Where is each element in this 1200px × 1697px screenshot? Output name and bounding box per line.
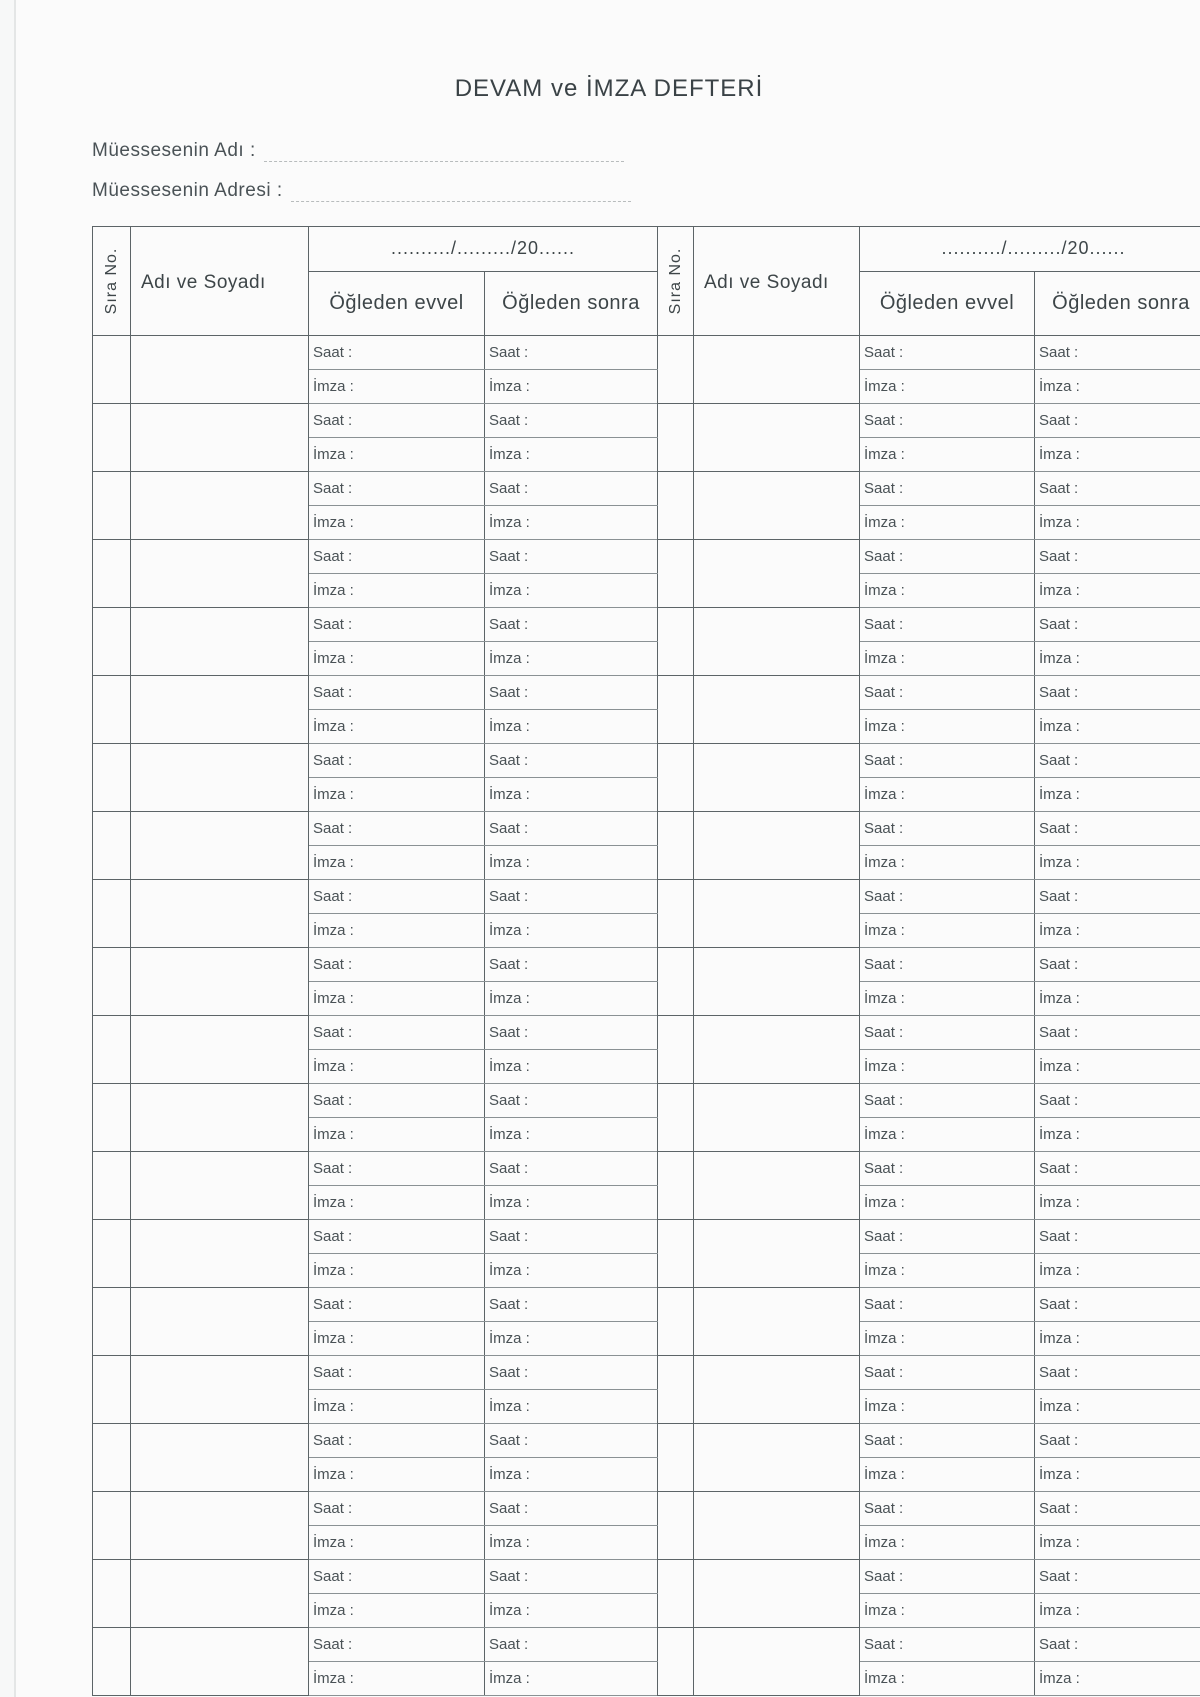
morning-time-cell[interactable]: Saat : <box>860 1220 1035 1254</box>
afternoon-signature-cell[interactable]: İmza : <box>485 574 658 608</box>
afternoon-signature-cell[interactable]: İmza : <box>1035 982 1200 1016</box>
afternoon-time-cell[interactable]: Saat : <box>1035 608 1200 642</box>
row-no-cell[interactable] <box>93 1084 131 1152</box>
row-no-cell[interactable] <box>93 472 131 540</box>
afternoon-time-cell[interactable]: Saat : <box>1035 1628 1200 1662</box>
table-row <box>93 1016 1200 1050</box>
row-no-cell[interactable] <box>658 1560 694 1628</box>
afternoon-signature-cell[interactable]: İmza : <box>485 1662 658 1696</box>
afternoon-signature-cell[interactable]: İmza : <box>485 1390 658 1424</box>
afternoon-header-right: Öğleden sonra <box>1035 271 1200 335</box>
row-no-cell[interactable] <box>658 1356 694 1424</box>
afternoon-signature-cell[interactable]: İmza : <box>1035 1186 1200 1220</box>
afternoon-time-cell[interactable]: Saat : <box>1035 1084 1200 1118</box>
name-cell[interactable] <box>131 1424 309 1492</box>
afternoon-signature-cell[interactable]: İmza : <box>1035 1662 1200 1696</box>
name-cell[interactable] <box>694 608 860 676</box>
afternoon-signature-cell[interactable]: İmza : <box>485 1186 658 1220</box>
morning-time-cell[interactable]: Saat : <box>860 1356 1035 1390</box>
table-row <box>93 404 1200 438</box>
table-row <box>93 1152 1200 1186</box>
page-title: DEVAM ve İMZA DEFTERİ <box>454 75 764 102</box>
afternoon-signature-cell[interactable]: İmza : <box>1035 370 1200 404</box>
morning-time-cell[interactable]: Saat : <box>309 812 485 846</box>
afternoon-signature-cell[interactable]: İmza : <box>1035 778 1200 812</box>
name-cell[interactable] <box>694 1016 860 1084</box>
institution-name-line <box>264 145 624 162</box>
morning-time-cell[interactable]: Saat : <box>309 1356 485 1390</box>
row-no-cell[interactable] <box>93 1152 131 1220</box>
morning-signature-cell[interactable]: İmza : <box>309 1458 485 1492</box>
morning-time-cell[interactable]: Saat : <box>309 1084 485 1118</box>
row-no-cell[interactable] <box>658 1084 694 1152</box>
morning-time-cell[interactable]: Saat : <box>309 404 485 438</box>
name-cell[interactable] <box>694 1084 860 1152</box>
afternoon-signature-cell[interactable]: İmza : <box>1035 574 1200 608</box>
afternoon-time-cell[interactable]: Saat : <box>485 608 658 642</box>
afternoon-signature-cell[interactable]: İmza : <box>1035 1526 1200 1560</box>
name-cell[interactable] <box>131 1492 309 1560</box>
table-row <box>93 540 1200 574</box>
name-cell[interactable] <box>694 1628 860 1696</box>
row-no-header-right <box>658 227 694 336</box>
afternoon-time-cell[interactable]: Saat : <box>1035 1220 1200 1254</box>
morning-time-cell[interactable]: Saat : <box>860 336 1035 370</box>
row-no-cell[interactable] <box>93 1560 131 1628</box>
morning-signature-cell[interactable]: İmza : <box>309 1050 485 1084</box>
morning-time-cell[interactable]: Saat : <box>309 676 485 710</box>
afternoon-signature-cell[interactable]: İmza : <box>1035 1390 1200 1424</box>
name-cell[interactable] <box>131 1628 309 1696</box>
morning-time-cell[interactable]: Saat : <box>860 744 1035 778</box>
morning-signature-cell[interactable]: İmza : <box>309 914 485 948</box>
afternoon-signature-cell[interactable]: İmza : <box>1035 1322 1200 1356</box>
morning-time-cell[interactable]: Saat : <box>860 1560 1035 1594</box>
row-no-cell[interactable] <box>658 1424 694 1492</box>
name-cell[interactable] <box>131 1288 309 1356</box>
afternoon-signature-cell[interactable]: İmza : <box>485 642 658 676</box>
table-row <box>93 1492 1200 1526</box>
morning-signature-cell[interactable]: İmza : <box>309 1186 485 1220</box>
afternoon-time-cell[interactable]: Saat : <box>485 336 658 370</box>
morning-time-cell[interactable]: Saat : <box>860 676 1035 710</box>
table-row <box>93 472 1200 506</box>
afternoon-signature-cell[interactable]: İmza : <box>485 370 658 404</box>
institution-address-field <box>92 180 631 202</box>
table-row <box>93 1288 1200 1322</box>
name-cell[interactable] <box>694 744 860 812</box>
name-cell[interactable] <box>131 880 309 948</box>
afternoon-time-cell[interactable]: Saat : <box>1035 1424 1200 1458</box>
row-no-cell[interactable] <box>93 540 131 608</box>
morning-signature-cell[interactable]: İmza : <box>309 1390 485 1424</box>
morning-signature-cell[interactable]: İmza : <box>860 438 1035 472</box>
afternoon-signature-cell[interactable]: İmza : <box>485 1118 658 1152</box>
name-cell[interactable] <box>694 676 860 744</box>
morning-signature-cell[interactable]: İmza : <box>860 574 1035 608</box>
name-cell[interactable] <box>131 608 309 676</box>
morning-time-cell[interactable]: Saat : <box>309 744 485 778</box>
afternoon-signature-cell[interactable]: İmza : <box>485 438 658 472</box>
table-row <box>93 608 1200 642</box>
row-no-cell[interactable] <box>93 744 131 812</box>
name-cell[interactable] <box>131 812 309 880</box>
table-row <box>93 744 1200 778</box>
row-no-header-label: Sıra No. <box>666 247 684 315</box>
morning-signature-cell[interactable]: İmza : <box>860 1118 1035 1152</box>
morning-signature-cell[interactable]: İmza : <box>860 1458 1035 1492</box>
name-cell[interactable] <box>694 540 860 608</box>
name-cell[interactable] <box>131 1220 309 1288</box>
morning-time-cell[interactable]: Saat : <box>309 1152 485 1186</box>
name-cell[interactable] <box>694 880 860 948</box>
morning-signature-cell[interactable]: İmza : <box>309 846 485 880</box>
name-cell[interactable] <box>694 1220 860 1288</box>
morning-time-cell[interactable]: Saat : <box>309 540 485 574</box>
morning-signature-cell[interactable]: İmza : <box>860 914 1035 948</box>
name-cell[interactable] <box>694 1152 860 1220</box>
morning-time-cell[interactable]: Saat : <box>860 608 1035 642</box>
morning-time-cell[interactable]: Saat : <box>860 1492 1035 1526</box>
date-header-left: ........../........./20...... <box>309 227 658 272</box>
morning-time-cell[interactable]: Saat : <box>309 608 485 642</box>
morning-signature-cell[interactable]: İmza : <box>309 1662 485 1696</box>
morning-signature-cell[interactable]: İmza : <box>309 642 485 676</box>
morning-signature-cell[interactable]: İmza : <box>860 1390 1035 1424</box>
afternoon-time-cell[interactable]: Saat : <box>485 1560 658 1594</box>
afternoon-time-cell[interactable]: Saat : <box>1035 812 1200 846</box>
name-cell[interactable] <box>694 1288 860 1356</box>
row-no-cell[interactable] <box>93 404 131 472</box>
morning-signature-cell[interactable]: İmza : <box>860 1594 1035 1628</box>
date-header-right: ........../........./20...... <box>860 227 1200 272</box>
row-no-cell[interactable] <box>658 744 694 812</box>
morning-signature-cell[interactable]: İmza : <box>860 846 1035 880</box>
row-no-cell[interactable] <box>93 1356 131 1424</box>
name-cell[interactable] <box>694 812 860 880</box>
afternoon-signature-cell[interactable]: İmza : <box>1035 710 1200 744</box>
afternoon-signature-cell[interactable]: İmza : <box>1035 506 1200 540</box>
name-cell[interactable] <box>694 1356 860 1424</box>
morning-time-cell[interactable]: Saat : <box>860 404 1035 438</box>
afternoon-time-cell[interactable]: Saat : <box>1035 948 1200 982</box>
morning-signature-cell[interactable]: İmza : <box>309 506 485 540</box>
morning-time-cell[interactable]: Saat : <box>309 1288 485 1322</box>
afternoon-time-cell[interactable]: Saat : <box>485 744 658 778</box>
name-cell[interactable] <box>131 336 309 404</box>
afternoon-time-cell[interactable]: Saat : <box>485 540 658 574</box>
morning-time-cell[interactable]: Saat : <box>860 880 1035 914</box>
attendance-table <box>92 226 1200 1696</box>
afternoon-time-cell[interactable]: Saat : <box>485 1016 658 1050</box>
morning-signature-cell[interactable]: İmza : <box>860 1526 1035 1560</box>
morning-signature-cell[interactable]: İmza : <box>860 1322 1035 1356</box>
row-no-cell[interactable] <box>658 1288 694 1356</box>
morning-time-cell[interactable]: Saat : <box>309 948 485 982</box>
morning-signature-cell[interactable]: İmza : <box>860 1186 1035 1220</box>
morning-time-cell[interactable]: Saat : <box>309 472 485 506</box>
table-row <box>93 880 1200 914</box>
row-no-cell[interactable] <box>658 880 694 948</box>
name-cell[interactable] <box>131 1152 309 1220</box>
afternoon-time-cell[interactable]: Saat : <box>485 1424 658 1458</box>
row-no-cell[interactable] <box>658 608 694 676</box>
afternoon-signature-cell[interactable]: İmza : <box>485 982 658 1016</box>
name-cell[interactable] <box>694 1424 860 1492</box>
afternoon-time-cell[interactable]: Saat : <box>485 1356 658 1390</box>
morning-time-cell[interactable]: Saat : <box>309 1492 485 1526</box>
table-row <box>93 1084 1200 1118</box>
name-cell[interactable] <box>694 336 860 404</box>
morning-signature-cell[interactable]: İmza : <box>860 1254 1035 1288</box>
afternoon-signature-cell[interactable]: İmza : <box>485 1322 658 1356</box>
table-row <box>93 812 1200 846</box>
morning-time-cell[interactable]: Saat : <box>860 472 1035 506</box>
morning-time-cell[interactable]: Saat : <box>309 880 485 914</box>
row-no-cell[interactable] <box>93 676 131 744</box>
morning-header-left: Öğleden evvel <box>309 271 485 335</box>
morning-signature-cell[interactable]: İmza : <box>309 1594 485 1628</box>
afternoon-time-cell[interactable]: Saat : <box>1035 1288 1200 1322</box>
name-cell[interactable] <box>131 1560 309 1628</box>
morning-signature-cell[interactable]: İmza : <box>860 642 1035 676</box>
row-no-cell[interactable] <box>93 1016 131 1084</box>
institution-name-label: Müessesenin Adı : <box>92 140 256 161</box>
afternoon-signature-cell[interactable]: İmza : <box>485 506 658 540</box>
morning-time-cell[interactable]: Saat : <box>309 1016 485 1050</box>
row-no-cell[interactable] <box>658 336 694 404</box>
morning-signature-cell[interactable]: İmza : <box>309 1526 485 1560</box>
name-cell[interactable] <box>131 404 309 472</box>
row-no-cell[interactable] <box>93 1492 131 1560</box>
table-row <box>93 1424 1200 1458</box>
afternoon-time-cell[interactable]: Saat : <box>1035 472 1200 506</box>
afternoon-signature-cell[interactable]: İmza : <box>1035 914 1200 948</box>
afternoon-time-cell[interactable]: Saat : <box>485 880 658 914</box>
morning-header-right: Öğleden evvel <box>860 271 1035 335</box>
afternoon-signature-cell[interactable]: İmza : <box>485 710 658 744</box>
morning-signature-cell[interactable]: İmza : <box>309 1118 485 1152</box>
name-header-left: Adı ve Soyadı <box>131 227 309 336</box>
afternoon-time-cell[interactable]: Saat : <box>1035 336 1200 370</box>
row-no-cell[interactable] <box>93 948 131 1016</box>
row-no-cell[interactable] <box>658 948 694 1016</box>
row-no-cell[interactable] <box>658 1220 694 1288</box>
row-no-cell[interactable] <box>93 880 131 948</box>
row-no-header-label: Sıra No. <box>102 247 120 315</box>
afternoon-time-cell[interactable]: Saat : <box>485 1288 658 1322</box>
table-row <box>93 676 1200 710</box>
afternoon-time-cell[interactable]: Saat : <box>1035 540 1200 574</box>
afternoon-signature-cell[interactable]: İmza : <box>1035 438 1200 472</box>
morning-time-cell[interactable]: Saat : <box>860 1084 1035 1118</box>
afternoon-header-left: Öğleden sonra <box>485 271 658 335</box>
attendance-rows <box>93 336 1200 1696</box>
institution-name-field <box>92 140 624 162</box>
afternoon-time-cell[interactable]: Saat : <box>1035 744 1200 778</box>
afternoon-signature-cell[interactable]: İmza : <box>1035 1458 1200 1492</box>
morning-time-cell[interactable]: Saat : <box>860 1016 1035 1050</box>
row-no-cell[interactable] <box>658 472 694 540</box>
name-cell[interactable] <box>694 472 860 540</box>
afternoon-time-cell[interactable]: Saat : <box>485 1628 658 1662</box>
table-row <box>93 1560 1200 1594</box>
row-no-cell[interactable] <box>93 336 131 404</box>
afternoon-time-cell[interactable]: Saat : <box>485 1220 658 1254</box>
afternoon-signature-cell[interactable]: İmza : <box>485 778 658 812</box>
name-cell[interactable] <box>694 1492 860 1560</box>
table-row <box>93 1220 1200 1254</box>
morning-signature-cell[interactable]: İmza : <box>309 1254 485 1288</box>
name-cell[interactable] <box>131 948 309 1016</box>
afternoon-time-cell[interactable]: Saat : <box>1035 880 1200 914</box>
afternoon-time-cell[interactable]: Saat : <box>1035 1560 1200 1594</box>
afternoon-time-cell[interactable]: Saat : <box>485 812 658 846</box>
name-cell[interactable] <box>131 744 309 812</box>
morning-time-cell[interactable]: Saat : <box>860 1424 1035 1458</box>
name-cell[interactable] <box>131 1356 309 1424</box>
afternoon-time-cell[interactable]: Saat : <box>1035 1016 1200 1050</box>
name-cell[interactable] <box>131 1016 309 1084</box>
row-no-cell[interactable] <box>93 1628 131 1696</box>
name-cell[interactable] <box>131 472 309 540</box>
name-cell[interactable] <box>694 948 860 1016</box>
morning-signature-cell[interactable]: İmza : <box>309 1322 485 1356</box>
table-row <box>93 336 1200 370</box>
afternoon-time-cell[interactable]: Saat : <box>485 676 658 710</box>
institution-address-label: Müessesenin Adresi : <box>92 180 283 201</box>
row-no-cell[interactable] <box>93 608 131 676</box>
afternoon-signature-cell[interactable]: İmza : <box>1035 1254 1200 1288</box>
row-no-cell[interactable] <box>658 540 694 608</box>
morning-time-cell[interactable]: Saat : <box>309 336 485 370</box>
row-no-header-left <box>93 227 131 336</box>
afternoon-time-cell[interactable]: Saat : <box>1035 1152 1200 1186</box>
morning-signature-cell[interactable]: İmza : <box>309 574 485 608</box>
afternoon-signature-cell[interactable]: İmza : <box>485 1458 658 1492</box>
name-cell[interactable] <box>694 1560 860 1628</box>
morning-signature-cell[interactable]: İmza : <box>860 778 1035 812</box>
morning-signature-cell[interactable]: İmza : <box>860 1662 1035 1696</box>
name-cell[interactable] <box>131 540 309 608</box>
afternoon-signature-cell[interactable]: İmza : <box>485 1594 658 1628</box>
afternoon-signature-cell[interactable]: İmza : <box>485 1050 658 1084</box>
morning-signature-cell[interactable]: İmza : <box>309 982 485 1016</box>
morning-signature-cell[interactable]: İmza : <box>309 710 485 744</box>
afternoon-signature-cell[interactable]: İmza : <box>1035 1118 1200 1152</box>
afternoon-time-cell[interactable]: Saat : <box>485 1152 658 1186</box>
afternoon-signature-cell[interactable]: İmza : <box>485 846 658 880</box>
name-cell[interactable] <box>131 1084 309 1152</box>
morning-time-cell[interactable]: Saat : <box>860 1152 1035 1186</box>
name-cell[interactable] <box>131 676 309 744</box>
morning-time-cell[interactable]: Saat : <box>860 540 1035 574</box>
morning-signature-cell[interactable]: İmza : <box>860 370 1035 404</box>
name-header-right: Adı ve Soyadı <box>694 227 860 336</box>
morning-signature-cell[interactable]: İmza : <box>309 438 485 472</box>
afternoon-signature-cell[interactable]: İmza : <box>1035 642 1200 676</box>
morning-signature-cell[interactable]: İmza : <box>860 506 1035 540</box>
afternoon-signature-cell[interactable]: İmza : <box>1035 1594 1200 1628</box>
afternoon-time-cell[interactable]: Saat : <box>1035 1356 1200 1390</box>
morning-time-cell[interactable]: Saat : <box>860 1628 1035 1662</box>
afternoon-time-cell[interactable]: Saat : <box>1035 676 1200 710</box>
table-row <box>93 1356 1200 1390</box>
afternoon-signature-cell[interactable]: İmza : <box>1035 1050 1200 1084</box>
row-no-cell[interactable] <box>93 1424 131 1492</box>
document-page <box>14 0 1200 1697</box>
morning-time-cell[interactable]: Saat : <box>860 812 1035 846</box>
row-no-cell[interactable] <box>658 1492 694 1560</box>
institution-address-line <box>291 185 631 202</box>
afternoon-signature-cell[interactable]: İmza : <box>485 1526 658 1560</box>
afternoon-time-cell[interactable]: Saat : <box>485 472 658 506</box>
morning-time-cell[interactable]: Saat : <box>860 1288 1035 1322</box>
row-no-cell[interactable] <box>93 1288 131 1356</box>
afternoon-signature-cell[interactable]: İmza : <box>485 1254 658 1288</box>
table-row <box>93 948 1200 982</box>
name-cell[interactable] <box>694 404 860 472</box>
morning-time-cell[interactable]: Saat : <box>309 1560 485 1594</box>
morning-time-cell[interactable]: Saat : <box>309 1424 485 1458</box>
afternoon-time-cell[interactable]: Saat : <box>1035 404 1200 438</box>
row-no-cell[interactable] <box>658 812 694 880</box>
row-no-cell[interactable] <box>93 1220 131 1288</box>
row-no-cell[interactable] <box>658 1628 694 1696</box>
row-no-cell[interactable] <box>658 404 694 472</box>
row-no-cell[interactable] <box>658 1152 694 1220</box>
morning-time-cell[interactable]: Saat : <box>860 948 1035 982</box>
table-row <box>93 1628 1200 1662</box>
afternoon-signature-cell[interactable]: İmza : <box>1035 846 1200 880</box>
morning-signature-cell[interactable]: İmza : <box>860 982 1035 1016</box>
afternoon-time-cell[interactable]: Saat : <box>485 404 658 438</box>
row-no-cell[interactable] <box>93 812 131 880</box>
morning-signature-cell[interactable]: İmza : <box>309 370 485 404</box>
morning-signature-cell[interactable]: İmza : <box>309 778 485 812</box>
morning-time-cell[interactable]: Saat : <box>309 1628 485 1662</box>
morning-signature-cell[interactable]: İmza : <box>860 1050 1035 1084</box>
afternoon-time-cell[interactable]: Saat : <box>485 1492 658 1526</box>
afternoon-signature-cell[interactable]: İmza : <box>485 914 658 948</box>
row-no-cell[interactable] <box>658 676 694 744</box>
afternoon-time-cell[interactable]: Saat : <box>485 948 658 982</box>
morning-signature-cell[interactable]: İmza : <box>860 710 1035 744</box>
afternoon-time-cell[interactable]: Saat : <box>485 1084 658 1118</box>
row-no-cell[interactable] <box>658 1016 694 1084</box>
morning-time-cell[interactable]: Saat : <box>309 1220 485 1254</box>
afternoon-time-cell[interactable]: Saat : <box>1035 1492 1200 1526</box>
